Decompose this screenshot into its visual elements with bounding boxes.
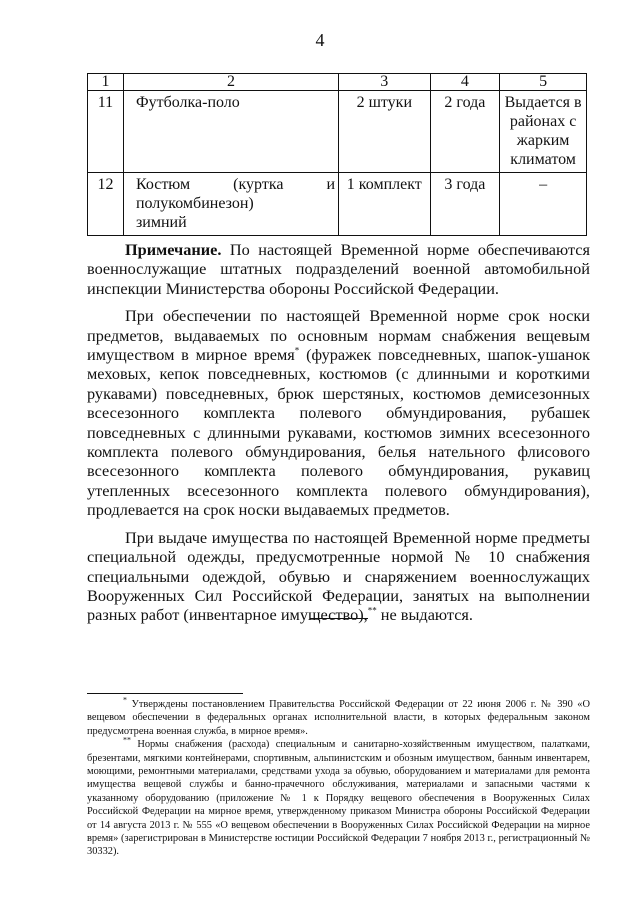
header-cell: 4 bbox=[430, 74, 500, 91]
paragraph-text: При выдаче имущества по настоящей Временной норме предметы специальной одежды, предусмотренные нормой № 10 снабжения специальными одеждой, обувью и снаряжением военнослужащих Вооруженных Сил Российской Федерации, занятых на выполнении разных работ (инвентарное имущество), bbox=[87, 527, 590, 625]
item-cell: Футболка-поло bbox=[123, 91, 338, 173]
norms-table bbox=[87, 73, 587, 236]
footnote-text: Нормы снабжения (расхода) специальным и санитарно-хозяйственным имуществом, палатками, брезентами, мягкими контейнерами, спортивным, альпинистским и обозным имуществом, банным инвентарем, моющими, ремонтными материалами, средствами ухода за обувью, оборудованием и материалами для ремонта имущества вещевой службы и банно-прачечного обслуживания, материалами и запасными частями к указанному оборудованию (приложение № 1 к Порядку вещевого обеспечения в Вооруженных Силах Российской Федерации на мирное время, утвержденному приказом Министра обороны Российской Федерации от 14 августа 2013 г. № 555 «О вещевом обеспечении в Вооруженных Силах Российской Федерации на мирное время» (зарегистрирован в Министерстве юстиции Российской Федерации 7 ноября 2013 г., регистрационный № 30332). bbox=[87, 739, 590, 858]
term-cell: 2 года bbox=[430, 91, 500, 173]
footnote-text: Утверждены постановлением Правительства Российской Федерации от 22 июня 2006 г. № 390 «О вещевом обеспечении в федеральных органах исполнительной власти, в которых федеральным законом предусмотрена военная служба, в мирное время». bbox=[87, 699, 590, 737]
footnote-mark: ** bbox=[367, 605, 377, 616]
body-text bbox=[87, 240, 590, 633]
page-number: 4 bbox=[315, 30, 325, 50]
table-header-row bbox=[88, 74, 587, 91]
note-paragraph bbox=[87, 240, 590, 298]
header-cell: 2 bbox=[123, 74, 338, 91]
item-line: Костюм (куртка и bbox=[135, 176, 336, 193]
item-line: зимний bbox=[135, 214, 187, 231]
quantity-cell: 2 штуки bbox=[339, 91, 431, 173]
footnote-rule bbox=[87, 693, 243, 694]
footnote-mark: ** bbox=[123, 735, 131, 745]
header-cell: 3 bbox=[339, 74, 431, 91]
row-number-cell: 11 bbox=[88, 91, 124, 173]
quantity-cell: 1 комплект bbox=[339, 173, 431, 236]
note-label: Примечание. bbox=[125, 240, 222, 259]
note-cell: Выдается в районах с жарким климатом bbox=[500, 91, 587, 173]
table-row bbox=[88, 91, 587, 173]
paragraph-text: (фуражек повседневных, шапок-ушанок меховых, кепок повседневных, костюмов (с длинными и короткими рукавами) повседневных, брюк шерстяных, костюмов демисезонных всесезонного комплекта полевого обмундирования, рубашек повседневных с длинными рукавами, костюмов зимних всесезонного комплекта полевого обмундирования, белья нательного флисового всесезонного комплекта полевого обмундирования, рукавиц утепленных всесезонного комплекта полевого обмундирования), продлевается на срок носки выдаваемых предметов. bbox=[87, 345, 591, 520]
footnote-mark: * bbox=[294, 345, 300, 356]
header-cell: 5 bbox=[500, 74, 587, 91]
row-number-cell: 12 bbox=[88, 173, 124, 236]
footnote bbox=[87, 695, 590, 738]
header-cell: 1 bbox=[88, 74, 124, 91]
paragraph-text: не выдаются. bbox=[376, 605, 473, 625]
item-cell bbox=[123, 173, 338, 236]
table-row bbox=[88, 173, 587, 236]
paragraph-text: При обеспечении по настоящей Временной норме срок носки предметов, выдаваемых по основным нормам снабжения вещевым имуществом в мирное время bbox=[87, 306, 590, 365]
item-line: полукомбинезон) bbox=[135, 195, 254, 212]
footnote bbox=[87, 735, 590, 859]
footnotes bbox=[87, 695, 590, 859]
paragraph-wear-period bbox=[87, 306, 590, 519]
paragraph-special-clothing bbox=[87, 528, 590, 625]
footnote-mark: * bbox=[123, 695, 127, 705]
term-cell: 3 года bbox=[430, 173, 500, 236]
note-text: По настоящей Временной норме обеспечиваются военнослужащие штатных подразделений военной автомобильной инспекции Министерства обороны Российской Федерации. bbox=[87, 240, 590, 298]
section-divider bbox=[310, 618, 368, 619]
note-cell: – bbox=[500, 173, 587, 236]
